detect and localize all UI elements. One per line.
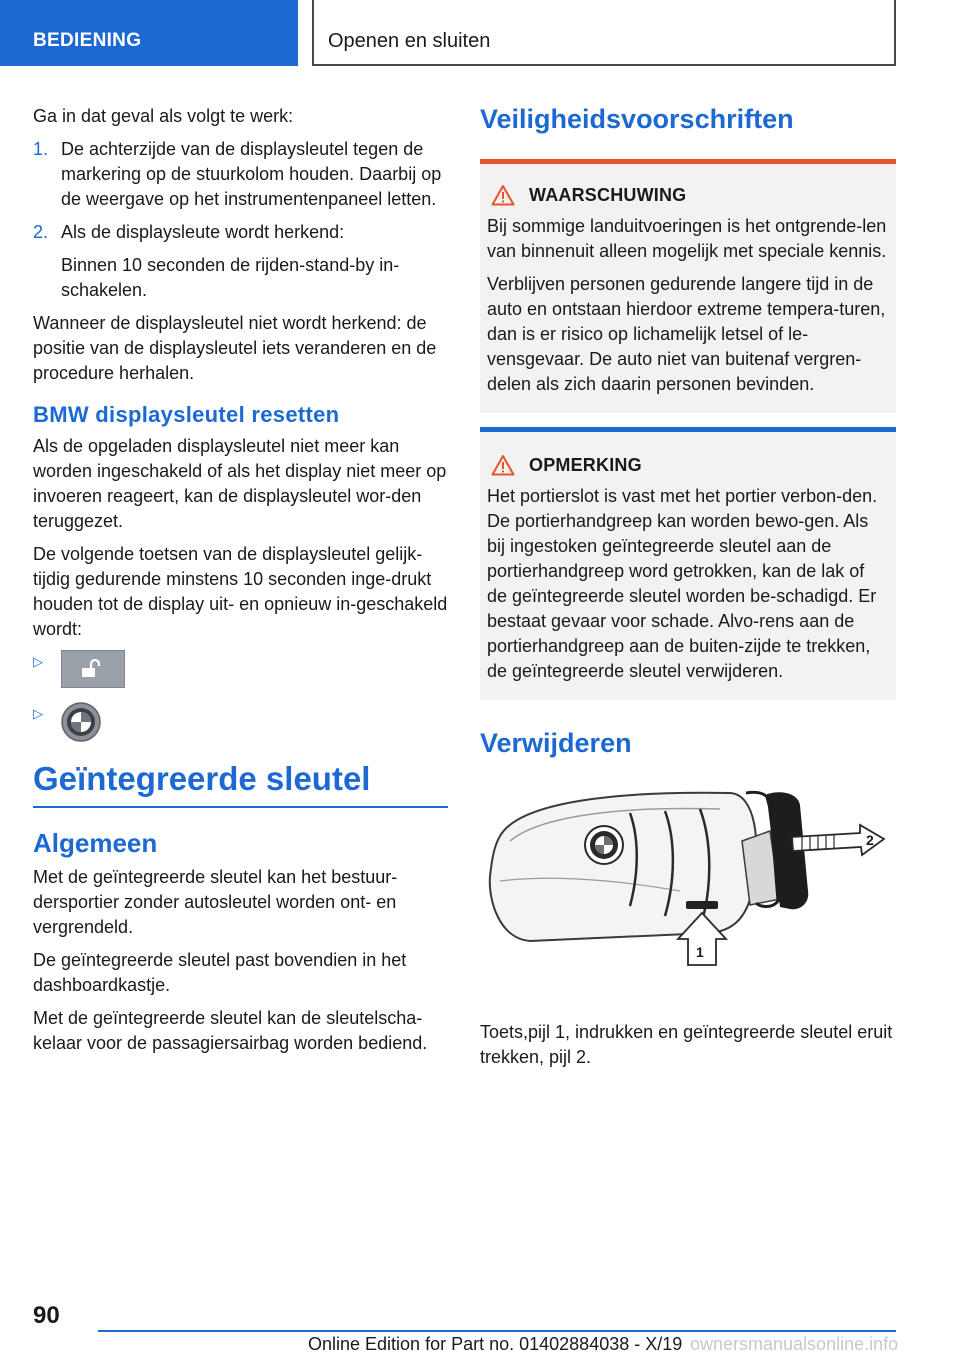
section-heading: Geïntegreerde sleutel: [33, 760, 448, 808]
general-paragraph-3: Met de geïntegreerde sleutel kan de sleutelscha-kelaar voor de passagiersairbag worden bediend.: [33, 1008, 428, 1053]
general-paragraph-1: Met de geïntegreerde sleutel kan het bestuur-dersportier zonder autosleutel worden ont- en vergrendeld.: [33, 867, 398, 937]
edition-text: Online Edition for Part no. 01402884038 - X/19: [308, 1334, 683, 1354]
step-text: De achterzijde van de displaysleutel tegen de markering op de stuurkolom houden. Daarbij op de weergave op het instrumentenpaneel letten.: [61, 139, 442, 209]
step-list: [33, 137, 448, 303]
unlock-key-icon: [61, 650, 125, 688]
step-item: [33, 137, 448, 212]
remove-heading: Verwijderen: [480, 728, 632, 758]
step-subtext: Binnen 10 seconden de rijden-stand-by in-schakelen.: [61, 255, 400, 300]
warning-triangle-icon: [491, 184, 515, 206]
note-label: OPMERKING: [529, 454, 642, 475]
step-number: 1.: [33, 139, 49, 159]
right-column: [480, 98, 896, 1078]
reset-heading: BMW displaysleutel resetten: [33, 402, 340, 427]
step-item: [33, 220, 448, 303]
safety-heading: Veiligheidsvoorschriften: [480, 104, 794, 134]
subsection-heading: Algemeen: [33, 828, 158, 858]
warning-paragraph-2: Verblijven personen gedurende langere tijd in de auto en ontstaan hierdoor extreme tempera-turen, dan is er risico op lichamelijk letsel of le-vensgevaar. De auto niet van buitenaf vergren-delen als zich daarin personen bevinden.: [487, 274, 886, 394]
watermark-site: ownersmanualsonline.info: [690, 1334, 899, 1354]
note-box: [480, 427, 896, 700]
bullet-triangle: ▷: [33, 706, 43, 721]
arrow-2-label: 2: [866, 832, 874, 848]
footer-divider: [98, 1330, 896, 1332]
reset-paragraph-2: De volgende toetsen van de displaysleutel gelijk-tijdig gedurende minstens 10 seconden inge-drukt houden tot de display uit- en opnieuw in-geschakeld wordt:: [33, 544, 448, 639]
warning-label: WAARSCHUWING: [529, 184, 687, 205]
warning-header: [487, 184, 889, 206]
left-column: [33, 104, 448, 1064]
page-number: 90: [33, 1302, 60, 1329]
intro-text: Ga in dat geval als volgt te werk:: [33, 106, 294, 126]
warning-box: [480, 159, 896, 413]
arrow-1-label: 1: [696, 944, 704, 960]
warning-paragraph-1: Bij sommige landuitvoeringen is het ontgrende-len van binnenuit alleen mogelijk met speciale kennis.: [487, 216, 887, 261]
note-header: [487, 454, 889, 476]
bmw-logo-key-icon: [61, 702, 101, 742]
step-text: Als de displaysleute wordt herkend:: [61, 222, 345, 242]
general-paragraph-2: De geïntegreerde sleutel past bovendien in het dashboardkastje.: [33, 950, 407, 995]
integrated-key-illustration: [480, 781, 896, 981]
after-steps-text: Wanneer de displaysleutel niet wordt herkend: de positie van de displaysleutel iets veranderen en de procedure herhalen.: [33, 313, 437, 383]
key-bullet-bmw: [33, 702, 448, 742]
figure-caption: Toets,pijl 1, indrukken en geïntegreerde sleutel eruit trekken, pijl 2.: [480, 1022, 893, 1067]
section-tab: BEDIENING: [0, 0, 298, 66]
page-header: [0, 0, 960, 66]
bullet-triangle: ▷: [33, 654, 43, 669]
step-number: 2.: [33, 222, 49, 242]
notice-triangle-icon: [491, 454, 515, 476]
note-paragraph: Het portierslot is vast met het portier verbon-den. De portierhandgreep kan worden bewo-gen. Als bij ingestoken geïntegreerde sleutel aan de portierhandgreep word getrokken, kan de lak of de geïntegreerde sleutel worden be-schadigd. Er bestaat gevaar voor schade. Alvo-rens aan de portierhandgreep aan de buiten-zijde te trekken, de geïntegreerde sleutel verwijderen.: [487, 486, 878, 681]
reset-paragraph-1: Als de opgeladen displaysleutel niet meer kan worden ingeschakeld of als het display niet meer op invoeren reageert, kan de displaysleutel wor-den teruggezet.: [33, 436, 447, 531]
chapter-title: Openen en sluiten: [312, 0, 896, 66]
key-bullet-unlock: [33, 650, 448, 688]
